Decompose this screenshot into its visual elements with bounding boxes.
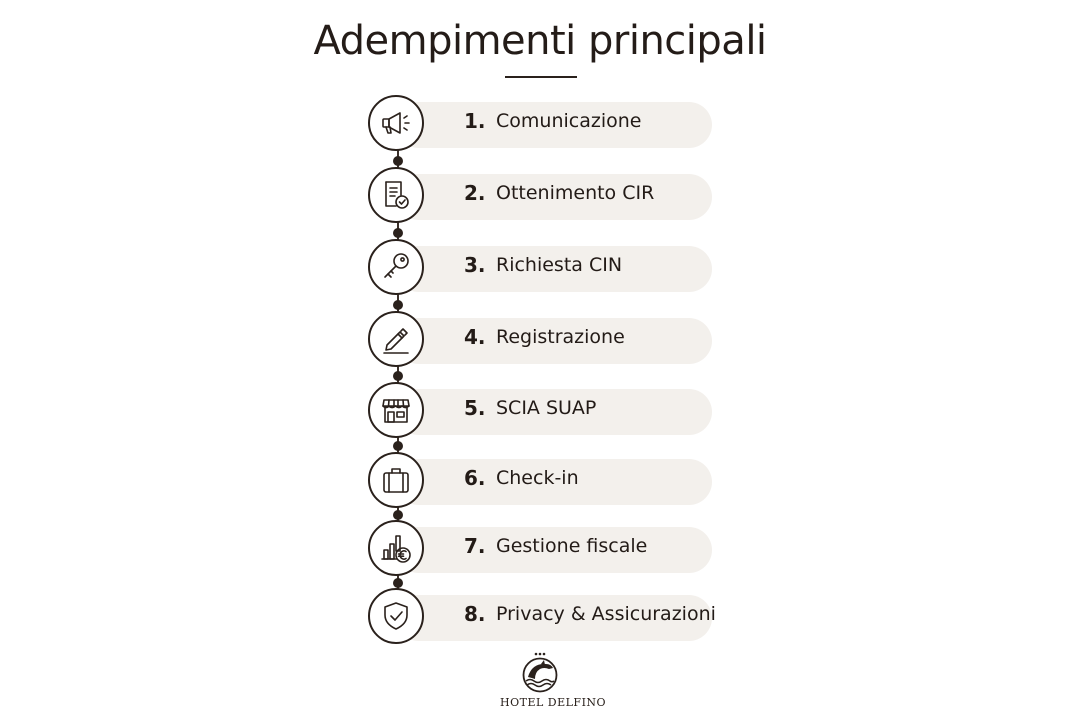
step-number: 5. [464,396,486,420]
step-label: Ottenimento CIR [496,182,655,204]
step-label: Registrazione [496,326,625,348]
step-number: 3. [464,253,486,277]
storefront-icon [379,393,413,427]
shield-check-icon [379,599,413,633]
megaphone-icon [379,106,413,140]
connector-dot [393,156,403,166]
step-privacy-assicurazioni [368,588,714,648]
step-number: 1. [464,109,486,133]
pencil-icon [379,322,413,356]
hotel-logo [500,650,607,720]
connector-dot [393,441,403,451]
step-gestione-fiscale [368,520,714,580]
connector-dot [393,228,403,238]
step-label: Comunicazione [496,110,642,132]
step-ottenimento-cir [368,167,714,227]
dolphin-logo-icon [513,650,567,694]
step-label: Check-in [496,467,579,489]
step-icon-circle [368,167,424,223]
logo-text: HOTEL DELFINO [500,696,607,709]
step-number: 8. [464,602,486,626]
page-title: Adempimenti principali [313,18,767,64]
step-label: Richiesta CIN [496,254,623,276]
suitcase-icon [379,463,413,497]
step-label: Privacy & Assicurazioni [496,603,716,625]
step-number: 2. [464,181,486,205]
step-icon-circle [368,311,424,367]
step-icon-circle [368,95,424,151]
connector-dot [393,300,403,310]
step-number: 6. [464,466,486,490]
step-icon-circle [368,382,424,438]
key-icon [379,250,413,284]
chart-euro-icon [379,531,413,565]
title-underline [505,76,577,78]
step-richiesta-cin [368,239,714,299]
step-icon-circle [368,520,424,576]
step-label: SCIA SUAP [496,397,597,419]
step-icon-circle [368,239,424,295]
step-label: Gestione fiscale [496,535,648,557]
step-icon-circle [368,452,424,508]
step-comunicazione [368,95,714,155]
connector-dot [393,371,403,381]
step-icon-circle [368,588,424,644]
step-check-in [368,452,714,512]
step-registrazione [368,311,714,371]
step-scia-suap [368,382,714,442]
step-number: 7. [464,534,486,558]
step-number: 4. [464,325,486,349]
document-check-icon [379,178,413,212]
